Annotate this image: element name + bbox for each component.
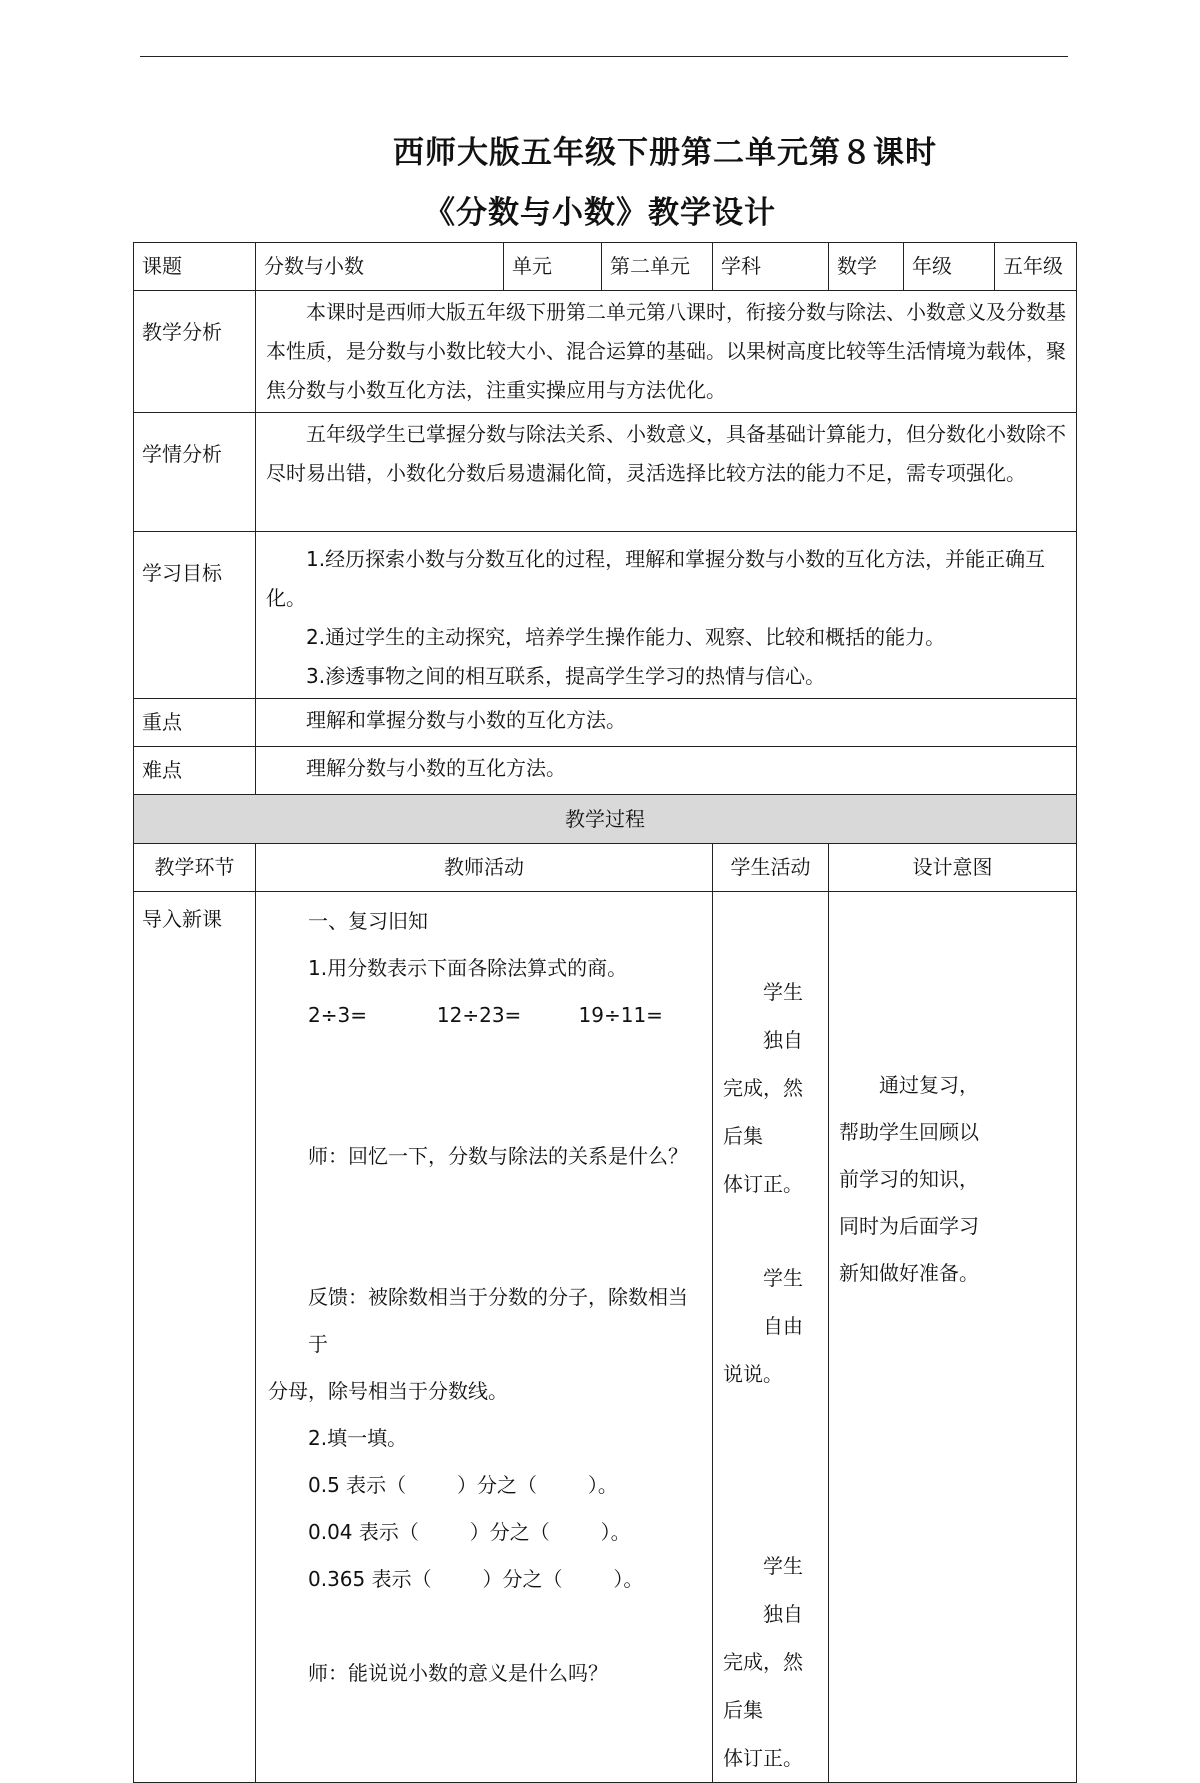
student-line: 学生独自	[763, 1554, 803, 1626]
student-text: 五年级学生已掌握分数与除法关系、小数意义，具备基础计算能力，但分数化小数除不尽时易出错，小数化分数后易遗漏化简，灵活选择比较方法的能力不足，需专项强化。	[256, 413, 1077, 532]
teacher-line: 师：回忆一下，分数与除法的关系是什么？	[308, 1144, 688, 1168]
unit-label: 单元	[504, 243, 602, 291]
teacher-line: 0.04 表示（ ）分之（ ）。	[308, 1520, 631, 1544]
process-header: 教学过程	[134, 795, 1077, 844]
col-header-stage: 教学环节	[134, 844, 256, 892]
student-label: 学情分析	[134, 413, 256, 532]
design-line: 新知做好准备。	[839, 1261, 979, 1285]
key-row	[134, 699, 1077, 747]
teacher-line: 0.5 表示（ ）分之（ ）。	[308, 1473, 618, 1497]
teacher-line: 0.365 表示（ ）分之（ ）。	[308, 1567, 644, 1591]
key-text: 理解和掌握分数与小数的互化方法。	[256, 699, 1077, 747]
student-activity	[713, 892, 829, 1783]
grade-label: 年级	[904, 243, 995, 291]
goals-label: 学习目标	[134, 532, 256, 699]
stage-label: 导入新课	[134, 892, 256, 1783]
teacher-line: 反馈：被除数相当于分数的分子，除数相当于	[308, 1285, 688, 1356]
course-label: 课题	[134, 243, 256, 291]
student-line: 说说。	[723, 1362, 783, 1386]
design-intent	[829, 892, 1077, 1783]
course-value: 分数与小数	[256, 243, 504, 291]
info-row	[134, 243, 1077, 291]
student-line: 学生自由	[763, 1266, 803, 1338]
student-line: 完成，然后集	[723, 1076, 803, 1148]
column-header-row	[134, 844, 1077, 892]
design-line: 同时为后面学习	[839, 1214, 979, 1238]
design-line: 帮助学生回顾以	[839, 1120, 979, 1144]
analysis-row	[134, 291, 1077, 413]
col-header-teacher: 教师活动	[256, 844, 713, 892]
analysis-text: 本课时是西师大版五年级下册第二单元第八课时，衔接分数与除法、小数意义及分数基本性质，是分数与小数比较大小、混合运算的基础。以果树高度比较等生活情境为载体，聚焦分数与小数互化方法，注重实操应用与方法优化。	[256, 291, 1077, 413]
teacher-line: 2.填一填。	[308, 1426, 408, 1450]
teacher-line: 一、复习旧知	[308, 909, 428, 933]
goal-item: 2.通过学生的主动探究，培养学生操作能力、观察、比较和概括的能力。	[306, 625, 946, 649]
difficult-text: 理解分数与小数的互化方法。	[256, 747, 1077, 795]
goal-item: 3.渗透事物之间的相互联系，提高学生学习的热情与信心。	[306, 664, 826, 688]
key-label: 重点	[134, 699, 256, 747]
goals-row	[134, 532, 1077, 699]
doc-title-line1: 西师大版五年级下册第二单元第８课时	[393, 135, 937, 171]
col-header-design: 设计意图	[829, 844, 1077, 892]
unit-value: 第二单元	[602, 243, 713, 291]
design-line: 通过复习，	[879, 1073, 979, 1097]
col-header-student: 学生活动	[713, 844, 829, 892]
goal-item: 1.经历探索小数与分数互化的过程，理解和掌握分数与小数的互化方法，并能正确互化。	[266, 547, 1046, 610]
header-rule	[140, 56, 1068, 57]
teacher-line: 师：能说说小数的意义是什么吗？	[308, 1661, 608, 1685]
process-row	[134, 892, 1077, 1783]
process-header-row	[134, 795, 1077, 844]
student-line: 体订正。	[723, 1172, 803, 1196]
teacher-line: 2÷3= 12÷23= 19÷11=	[308, 1003, 663, 1027]
student-line: 完成，然后集	[723, 1650, 803, 1722]
teacher-activity	[256, 892, 713, 1783]
analysis-label: 教学分析	[134, 291, 256, 413]
design-line: 前学习的知识，	[839, 1167, 979, 1191]
difficult-row	[134, 747, 1077, 795]
difficult-label: 难点	[134, 747, 256, 795]
subject-value: 数学	[829, 243, 904, 291]
lesson-plan-table	[133, 242, 1077, 1783]
teacher-line: 1.用分数表示下面各除法算式的商。	[308, 956, 628, 980]
subject-label: 学科	[713, 243, 829, 291]
doc-title-line2: 《分数与小数》教学设计	[424, 195, 776, 231]
goals-list	[256, 532, 1077, 699]
student-line: 学生独自	[763, 980, 803, 1052]
student-row	[134, 413, 1077, 532]
student-line: 体订正。	[723, 1746, 803, 1770]
teacher-line: 分母，除号相当于分数线。	[268, 1379, 508, 1403]
grade-value: 五年级	[995, 243, 1077, 291]
